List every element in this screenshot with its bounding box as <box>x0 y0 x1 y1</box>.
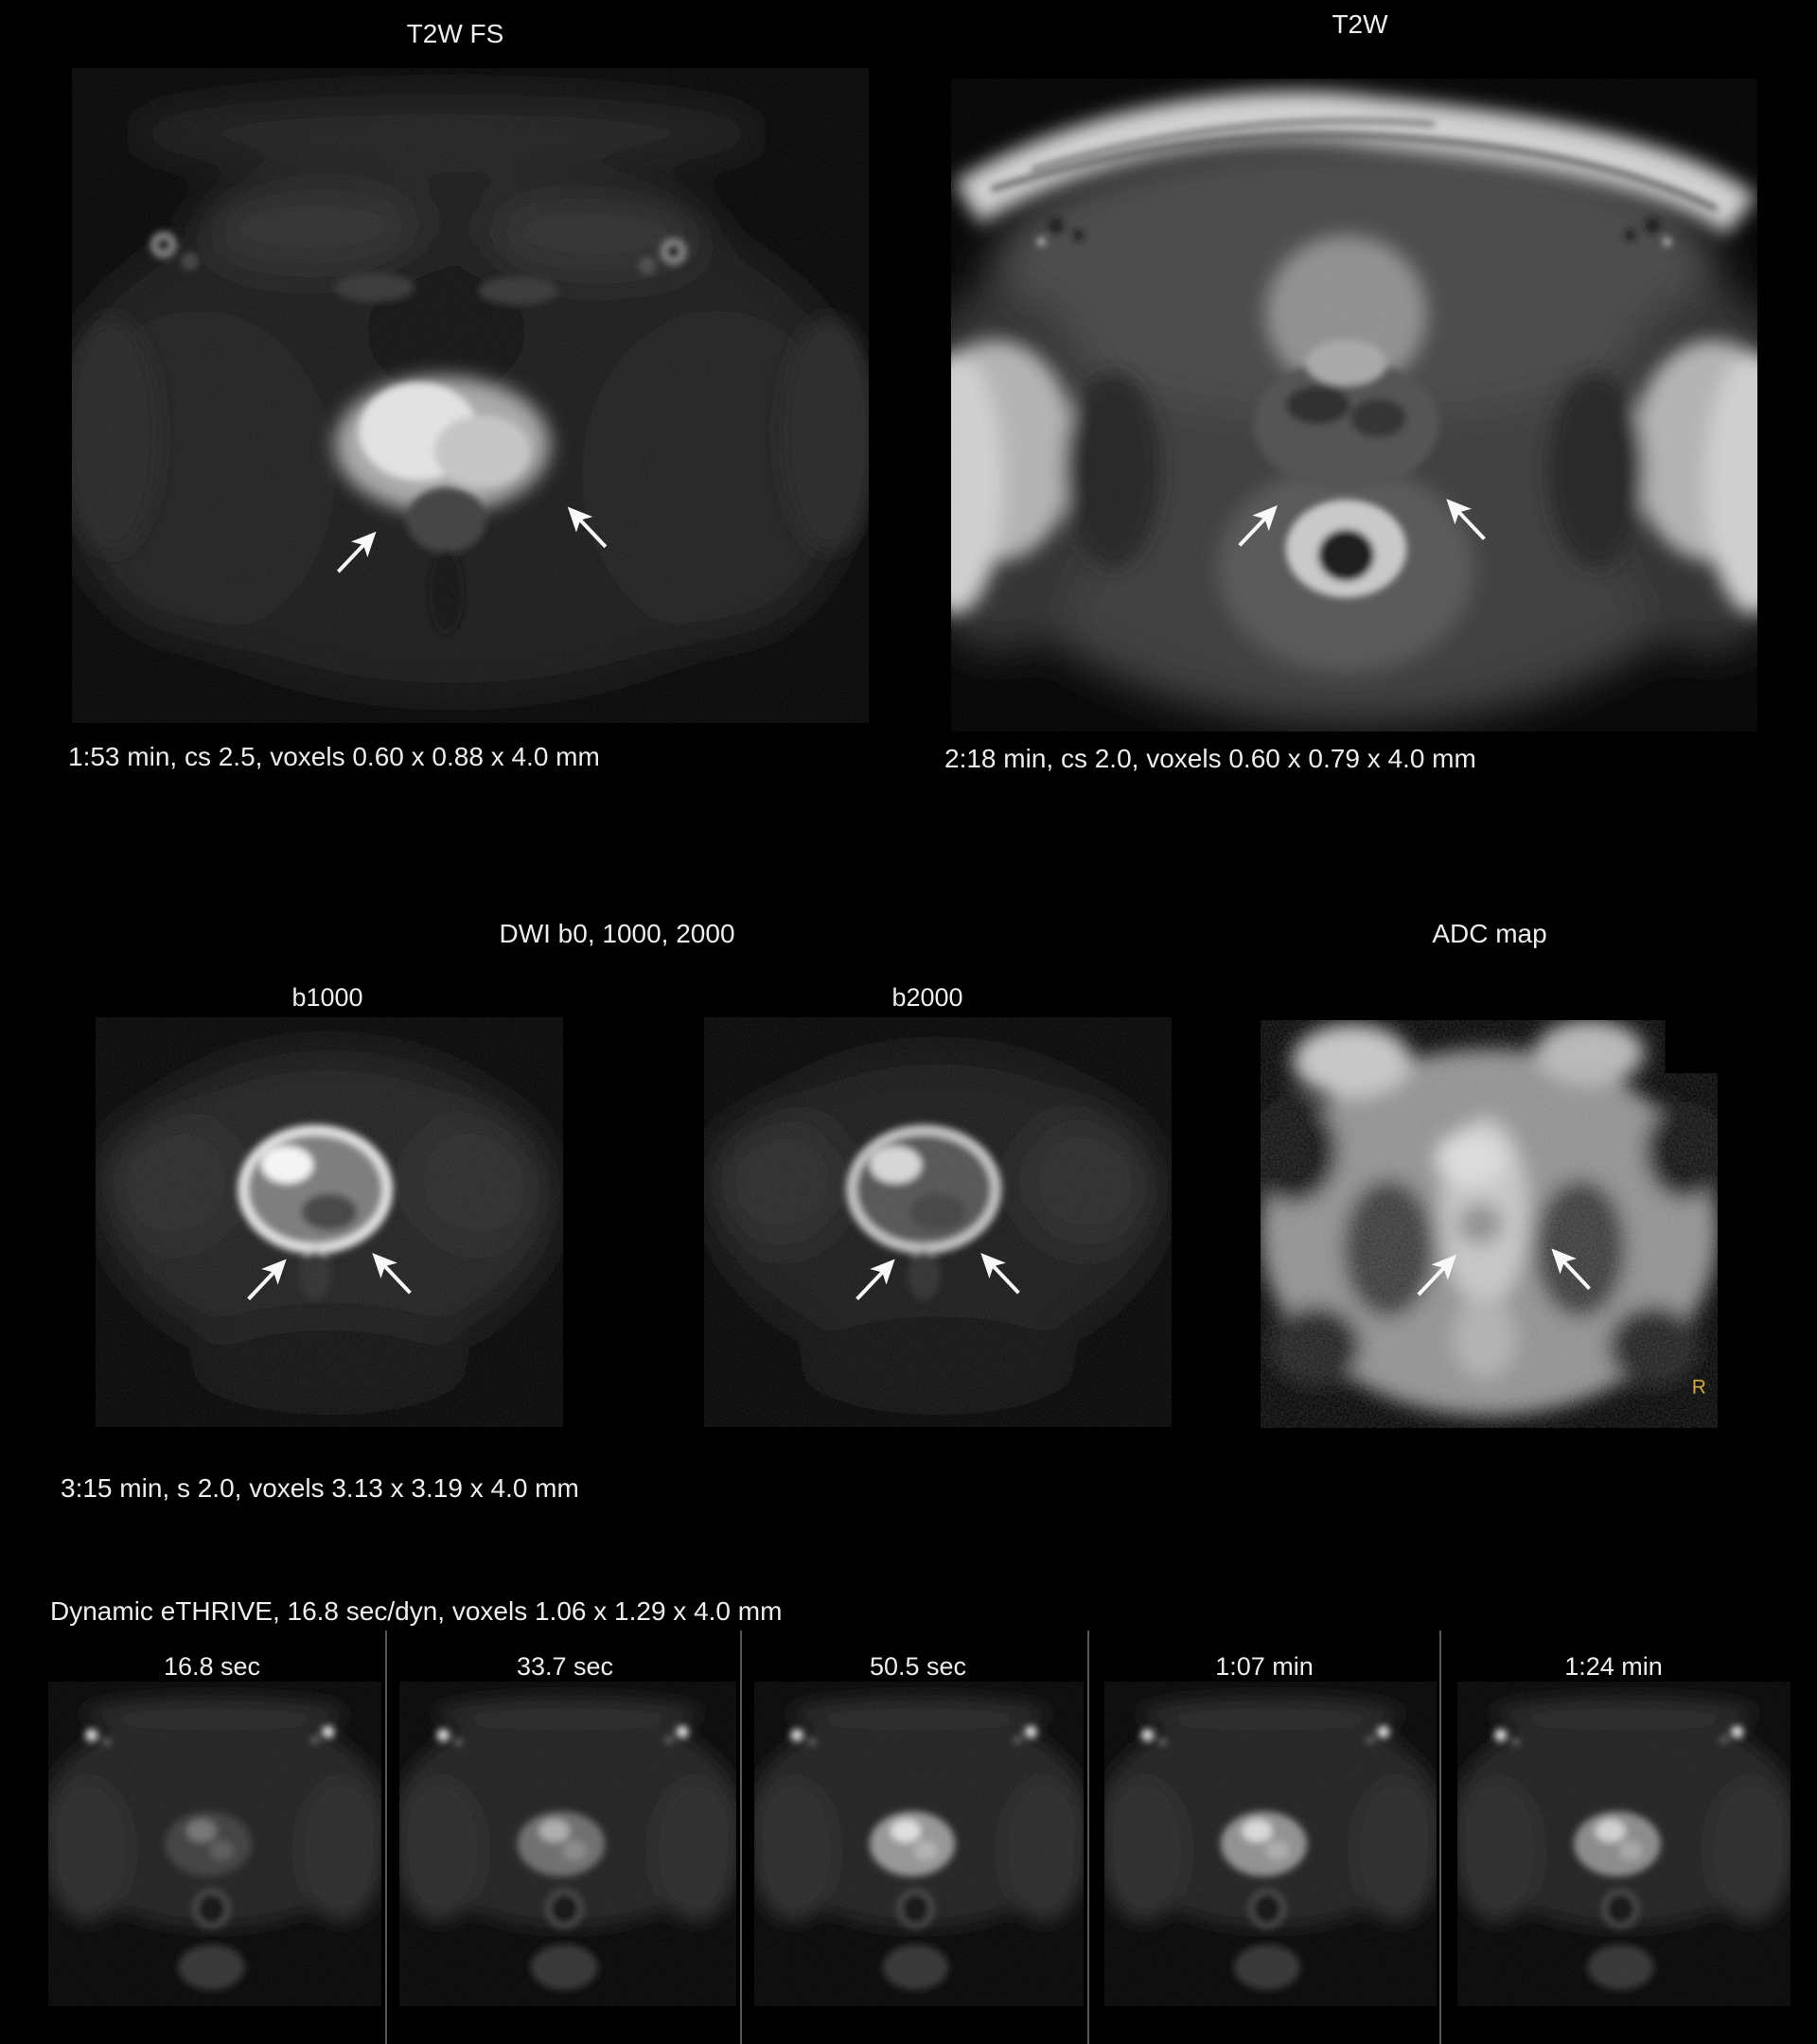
mri-image-dwi-b1000 <box>96 1017 563 1427</box>
section-title-dwi: DWI b0, 1000, 2000 <box>499 919 735 948</box>
caption-t2w-fs: 1:53 min, cs 2.5, voxels 0.60 x 0.88 x 4.0 mm <box>68 742 600 771</box>
panel-title-t2w-fs: T2W FS <box>406 19 504 48</box>
section-title-dynamic: Dynamic eTHRIVE, 16.8 sec/dyn, voxels 1.06 x 1.29 x 4.0 mm <box>50 1596 783 1626</box>
panel-title-t2w: T2W <box>1332 9 1388 39</box>
panel-divider <box>1439 1630 1441 2044</box>
mri-image-adc-map <box>1261 1020 1718 1428</box>
panel-divider <box>1087 1630 1089 2044</box>
mri-image-dwi-b2000 <box>704 1017 1172 1427</box>
panel-divider <box>385 1630 387 2044</box>
frame-label-2: 33.7 sec <box>516 1652 614 1681</box>
section-title-adc: ADC map <box>1432 919 1547 948</box>
label-b1000: b1000 <box>291 983 363 1012</box>
panel-divider <box>740 1630 742 2044</box>
mri-image-dynamic-5 <box>1457 1682 1791 2006</box>
label-b2000: b2000 <box>891 983 963 1012</box>
frame-label-5: 1:24 min <box>1564 1652 1663 1681</box>
orientation-marker-r: R <box>1691 1376 1706 1399</box>
caption-t2w: 2:18 min, cs 2.0, voxels 0.60 x 0.79 x 4.0 mm <box>944 744 1476 773</box>
caption-dwi: 3:15 min, s 2.0, voxels 3.13 x 3.19 x 4.0 mm <box>61 1473 579 1503</box>
mri-image-dynamic-4 <box>1104 1682 1437 2006</box>
mri-image-dynamic-3 <box>754 1682 1084 2006</box>
frame-label-1: 16.8 sec <box>163 1652 261 1681</box>
mri-image-t2w-fs <box>72 68 869 723</box>
mri-image-t2w <box>951 79 1757 731</box>
frame-label-3: 50.5 sec <box>869 1652 967 1681</box>
mri-image-dynamic-2 <box>399 1682 736 2006</box>
mri-image-dynamic-1 <box>48 1682 381 2006</box>
frame-label-4: 1:07 min <box>1215 1652 1314 1681</box>
